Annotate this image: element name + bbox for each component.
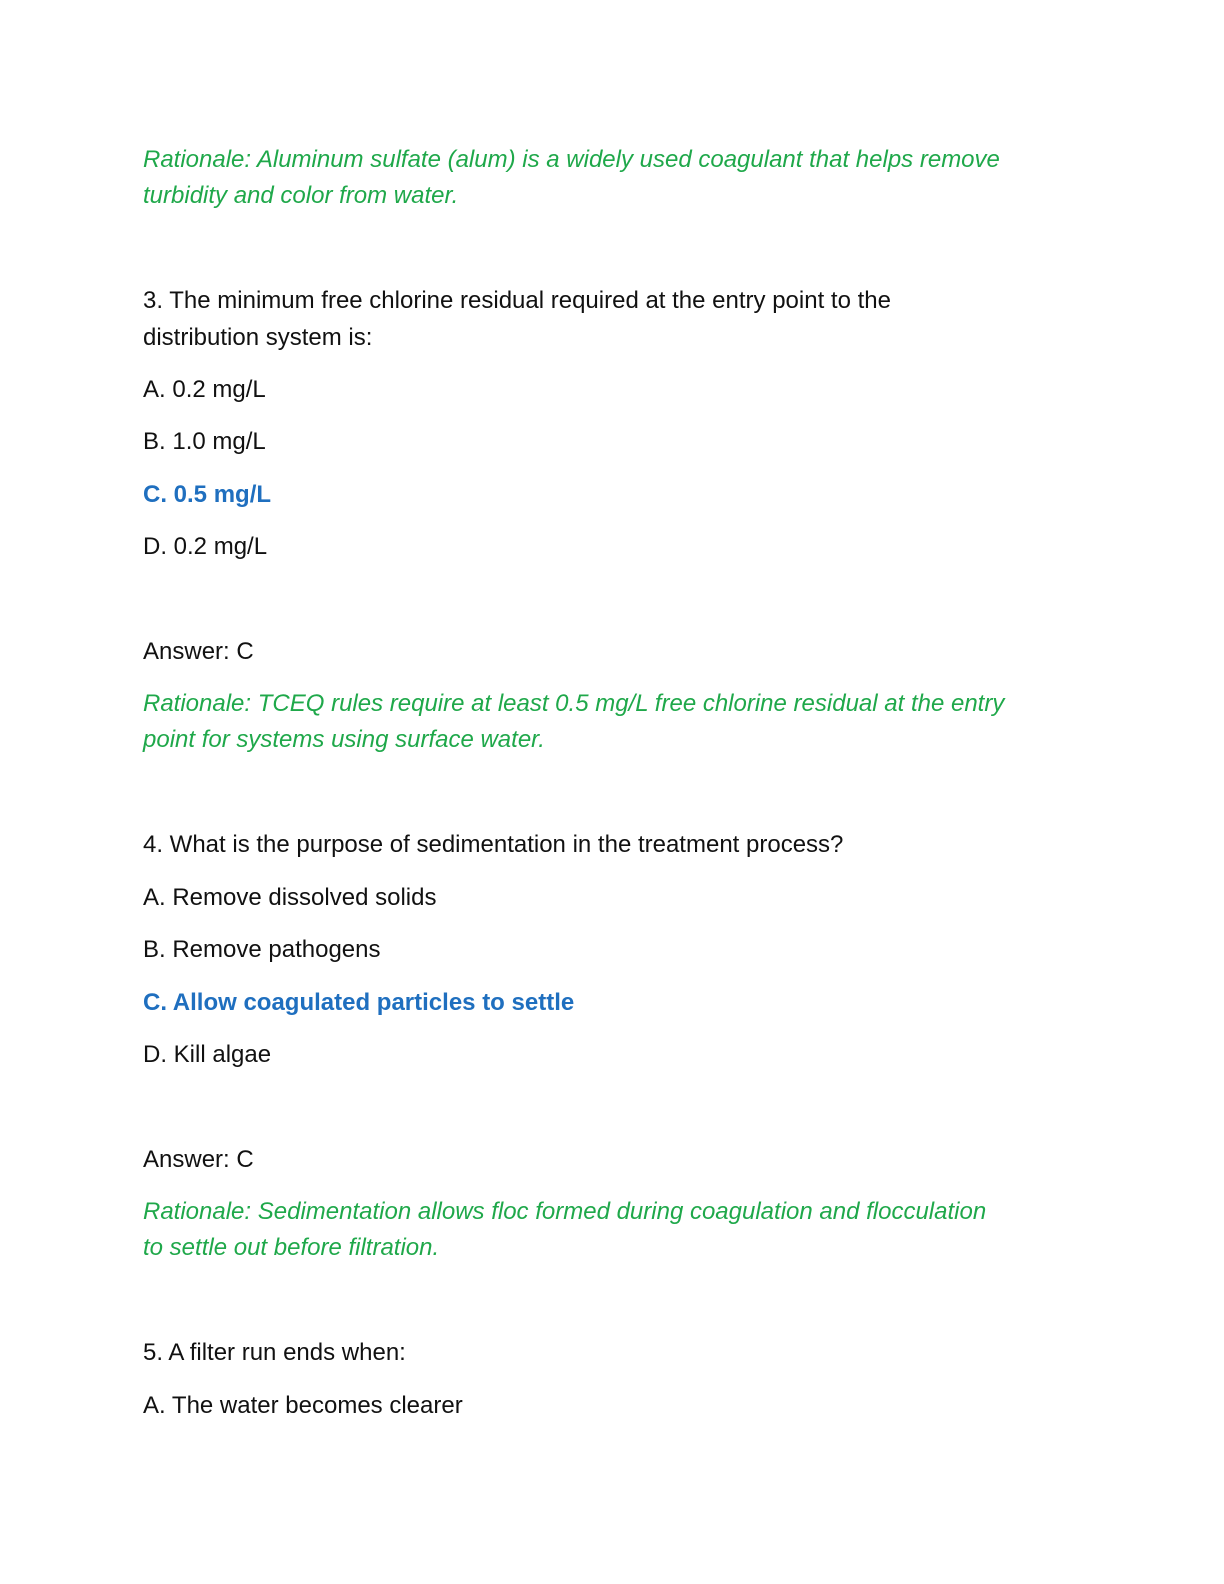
rationale-q2-line1: Rationale: Aluminum sulfate (alum) is a widely used coagulant that helps remove — [143, 146, 1000, 173]
q4-rationale-line1: Rationale: Sedimentation allows floc formed during coagulation and flocculation — [143, 1198, 987, 1225]
question-3-line1: 3. The minimum free chlorine residual required at the entry point to the — [143, 287, 891, 314]
q5-option-a: A. The water becomes clearer — [143, 1392, 463, 1419]
q3-rationale-line2: point for systems using surface water. — [143, 726, 545, 753]
q3-rationale-line1: Rationale: TCEQ rules require at least 0.5 mg/L free chlorine residual at the entry — [143, 690, 1005, 717]
q3-option-c-correct: C. 0.5 mg/L — [143, 481, 272, 508]
q3-option-d: D. 0.2 mg/L — [143, 533, 268, 560]
question-4: 4. What is the purpose of sedimentation in the treatment process? — [143, 831, 844, 858]
q4-rationale-line2: to settle out before filtration. — [143, 1234, 440, 1261]
q3-option-b: B. 1.0 mg/L — [143, 428, 266, 455]
q4-option-c-correct: C. Allow coagulated particles to settle — [143, 989, 575, 1016]
q4-option-b: B. Remove pathogens — [143, 936, 381, 963]
q4-option-a: A. Remove dissolved solids — [143, 884, 437, 911]
q4-answer: Answer: C — [143, 1146, 254, 1173]
q3-answer: Answer: C — [143, 638, 254, 665]
rationale-q2-line2: turbidity and color from water. — [143, 182, 459, 209]
question-3-line2: distribution system is: — [143, 324, 373, 351]
q3-option-a: A. 0.2 mg/L — [143, 376, 266, 403]
q4-option-d: D. Kill algae — [143, 1041, 272, 1068]
question-5: 5. A filter run ends when: — [143, 1339, 406, 1366]
